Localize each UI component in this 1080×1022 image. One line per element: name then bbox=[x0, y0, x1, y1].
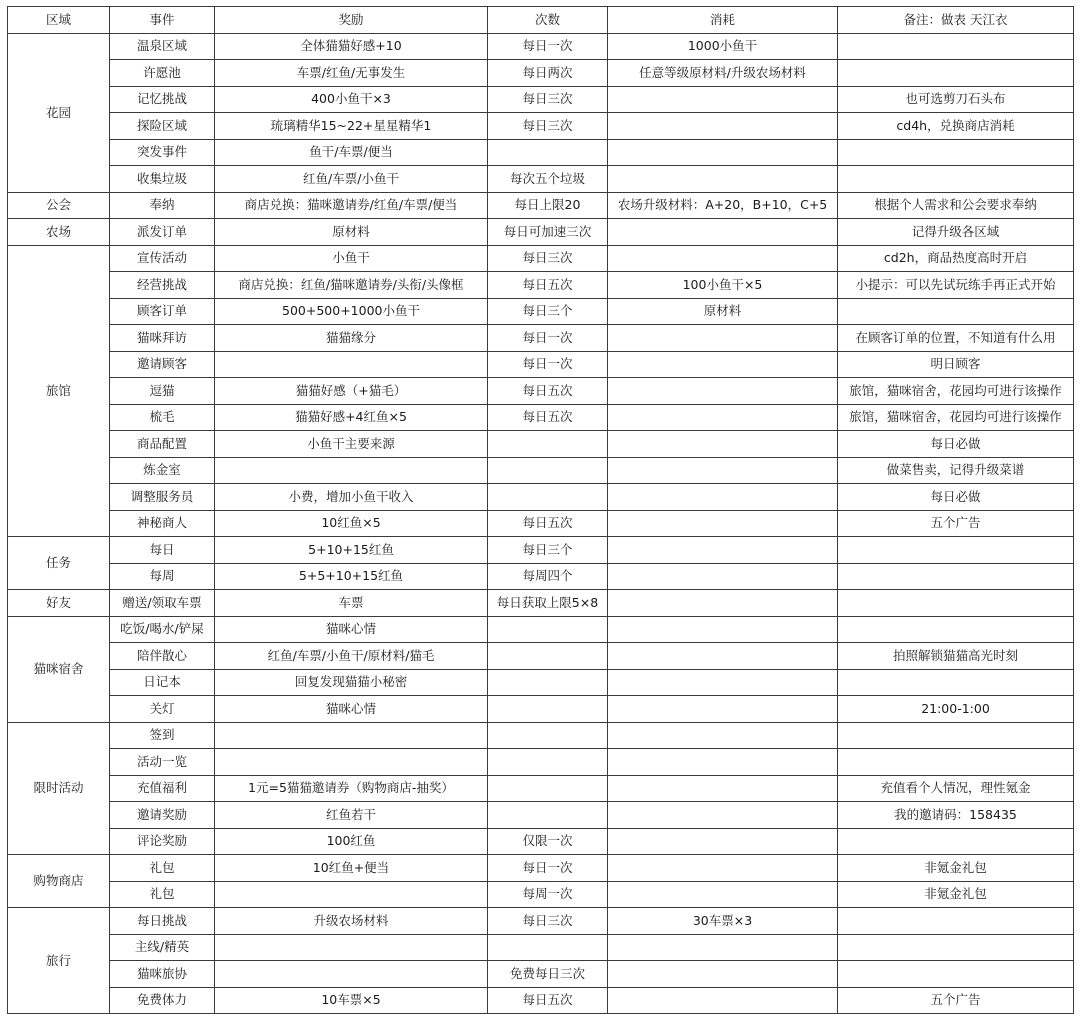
reward-cell: 猫咪心情 bbox=[215, 616, 488, 643]
count-cell: 免费每日三次 bbox=[488, 961, 608, 988]
note-cell bbox=[838, 563, 1074, 590]
reward-cell bbox=[215, 961, 488, 988]
count-cell: 每日一次 bbox=[488, 855, 608, 882]
note-cell: 旅馆，猫咪宿舍，花园均可进行该操作 bbox=[838, 404, 1074, 431]
count-cell: 每日三次 bbox=[488, 86, 608, 113]
area-cell: 任务 bbox=[8, 537, 110, 590]
event-cell: 评论奖励 bbox=[110, 828, 215, 855]
reward-cell: 小鱼干主要来源 bbox=[215, 431, 488, 458]
count-cell bbox=[488, 696, 608, 723]
cost-cell bbox=[608, 669, 838, 696]
event-cell: 吃饭/喝水/铲屎 bbox=[110, 616, 215, 643]
header-note: 备注：做表 天江衣 bbox=[838, 7, 1074, 34]
event-cell: 神秘商人 bbox=[110, 510, 215, 537]
table-row bbox=[8, 775, 1074, 802]
cost-cell bbox=[608, 696, 838, 723]
reward-cell: 红鱼若干 bbox=[215, 802, 488, 829]
reward-cell: 车票 bbox=[215, 590, 488, 617]
count-cell bbox=[488, 643, 608, 670]
note-cell bbox=[838, 669, 1074, 696]
event-cell: 商品配置 bbox=[110, 431, 215, 458]
area-cell: 农场 bbox=[8, 219, 110, 246]
cost-cell: 1000小鱼干 bbox=[608, 33, 838, 60]
count-cell bbox=[488, 616, 608, 643]
reward-cell: 红鱼/车票/小鱼干 bbox=[215, 166, 488, 193]
event-cell: 许愿池 bbox=[110, 60, 215, 87]
table-row bbox=[8, 351, 1074, 378]
reward-cell: 5+10+15红鱼 bbox=[215, 537, 488, 564]
count-cell: 每日一次 bbox=[488, 351, 608, 378]
count-cell bbox=[488, 802, 608, 829]
cost-cell bbox=[608, 431, 838, 458]
table-row bbox=[8, 166, 1074, 193]
table-row bbox=[8, 855, 1074, 882]
event-cell: 主线/精英 bbox=[110, 934, 215, 961]
note-cell: 我的邀请码：158435 bbox=[838, 802, 1074, 829]
reward-cell: 琉璃精华15~22+星星精华1 bbox=[215, 113, 488, 140]
count-cell bbox=[488, 484, 608, 511]
event-cell: 收集垃圾 bbox=[110, 166, 215, 193]
area-cell: 公会 bbox=[8, 192, 110, 219]
count-cell bbox=[488, 775, 608, 802]
reward-cell bbox=[215, 457, 488, 484]
cost-cell bbox=[608, 828, 838, 855]
table-row bbox=[8, 987, 1074, 1014]
table-row bbox=[8, 616, 1074, 643]
area-cell: 好友 bbox=[8, 590, 110, 617]
note-cell: 小提示：可以先试玩练手再正式开始 bbox=[838, 272, 1074, 299]
header-area: 区域 bbox=[8, 7, 110, 34]
count-cell bbox=[488, 669, 608, 696]
note-cell bbox=[838, 139, 1074, 166]
cost-cell bbox=[608, 563, 838, 590]
count-cell: 每日三个 bbox=[488, 537, 608, 564]
cost-cell bbox=[608, 404, 838, 431]
cost-cell: 100小鱼干×5 bbox=[608, 272, 838, 299]
daily-guide-table bbox=[7, 6, 1074, 1014]
area-cell: 猫咪宿舍 bbox=[8, 616, 110, 722]
cost-cell bbox=[608, 881, 838, 908]
cost-cell bbox=[608, 166, 838, 193]
count-cell bbox=[488, 457, 608, 484]
count-cell bbox=[488, 139, 608, 166]
event-cell: 邀请顾客 bbox=[110, 351, 215, 378]
reward-cell: 10红鱼×5 bbox=[215, 510, 488, 537]
note-cell: 非氪金礼包 bbox=[838, 881, 1074, 908]
table-row bbox=[8, 934, 1074, 961]
reward-cell: 猫猫好感+4红鱼×5 bbox=[215, 404, 488, 431]
cost-cell bbox=[608, 775, 838, 802]
count-cell: 每次五个垃圾 bbox=[488, 166, 608, 193]
table-body bbox=[8, 33, 1074, 1014]
cost-cell: 原材料 bbox=[608, 298, 838, 325]
event-cell: 礼包 bbox=[110, 881, 215, 908]
cost-cell: 农场升级材料：A+20，B+10，C+5 bbox=[608, 192, 838, 219]
event-cell: 梳毛 bbox=[110, 404, 215, 431]
note-cell bbox=[838, 60, 1074, 87]
event-cell: 宣传活动 bbox=[110, 245, 215, 272]
note-cell: 非氪金礼包 bbox=[838, 855, 1074, 882]
count-cell: 每日五次 bbox=[488, 378, 608, 405]
table-row bbox=[8, 245, 1074, 272]
note-cell bbox=[838, 590, 1074, 617]
cost-cell bbox=[608, 86, 838, 113]
table-row bbox=[8, 86, 1074, 113]
reward-cell: 猫咪心情 bbox=[215, 696, 488, 723]
table-row bbox=[8, 457, 1074, 484]
event-cell: 温泉区域 bbox=[110, 33, 215, 60]
note-cell: 每日必做 bbox=[838, 431, 1074, 458]
cost-cell bbox=[608, 219, 838, 246]
count-cell: 每周一次 bbox=[488, 881, 608, 908]
header-count: 次数 bbox=[488, 7, 608, 34]
area-cell: 限时活动 bbox=[8, 722, 110, 855]
table-row bbox=[8, 272, 1074, 299]
note-cell: cd2h，商品热度高时开启 bbox=[838, 245, 1074, 272]
cost-cell bbox=[608, 722, 838, 749]
event-cell: 探险区域 bbox=[110, 113, 215, 140]
count-cell: 每日一次 bbox=[488, 325, 608, 352]
event-cell: 陪伴散心 bbox=[110, 643, 215, 670]
event-cell: 逗猫 bbox=[110, 378, 215, 405]
event-cell: 赠送/领取车票 bbox=[110, 590, 215, 617]
note-cell bbox=[838, 537, 1074, 564]
note-cell bbox=[838, 33, 1074, 60]
note-cell: 在顾客订单的位置，不知道有什么用 bbox=[838, 325, 1074, 352]
table-row bbox=[8, 192, 1074, 219]
cost-cell bbox=[608, 378, 838, 405]
cost-cell bbox=[608, 643, 838, 670]
reward-cell bbox=[215, 934, 488, 961]
event-cell: 每日挑战 bbox=[110, 908, 215, 935]
note-cell: 充值看个人情况，理性氪金 bbox=[838, 775, 1074, 802]
event-cell: 猫咪拜访 bbox=[110, 325, 215, 352]
table-row bbox=[8, 643, 1074, 670]
count-cell: 每日一次 bbox=[488, 33, 608, 60]
cost-cell bbox=[608, 351, 838, 378]
event-cell: 经营挑战 bbox=[110, 272, 215, 299]
table-row bbox=[8, 961, 1074, 988]
note-cell bbox=[838, 828, 1074, 855]
cost-cell bbox=[608, 590, 838, 617]
cost-cell bbox=[608, 987, 838, 1014]
reward-cell: 车票/红鱼/无事发生 bbox=[215, 60, 488, 87]
table-row bbox=[8, 696, 1074, 723]
note-cell: 每日必做 bbox=[838, 484, 1074, 511]
event-cell: 记忆挑战 bbox=[110, 86, 215, 113]
reward-cell bbox=[215, 722, 488, 749]
cost-cell bbox=[608, 802, 838, 829]
event-cell: 免费体力 bbox=[110, 987, 215, 1014]
cost-cell bbox=[608, 457, 838, 484]
table-row bbox=[8, 298, 1074, 325]
count-cell: 每日五次 bbox=[488, 272, 608, 299]
count-cell bbox=[488, 722, 608, 749]
note-cell: 做菜售卖，记得升级菜谱 bbox=[838, 457, 1074, 484]
note-cell bbox=[838, 722, 1074, 749]
area-cell: 旅行 bbox=[8, 908, 110, 1014]
table-row bbox=[8, 749, 1074, 776]
reward-cell: 500+500+1000小鱼干 bbox=[215, 298, 488, 325]
table-row bbox=[8, 33, 1074, 60]
reward-cell: 升级农场材料 bbox=[215, 908, 488, 935]
count-cell: 每日三次 bbox=[488, 113, 608, 140]
count-cell: 每日五次 bbox=[488, 404, 608, 431]
cost-cell bbox=[608, 855, 838, 882]
header-row bbox=[8, 7, 1074, 34]
cost-cell bbox=[608, 961, 838, 988]
event-cell: 炼金室 bbox=[110, 457, 215, 484]
reward-cell: 10红鱼+便当 bbox=[215, 855, 488, 882]
schedule-sheet bbox=[7, 6, 1073, 1014]
note-cell: 也可选剪刀石头布 bbox=[838, 86, 1074, 113]
table-row bbox=[8, 484, 1074, 511]
reward-cell: 小费，增加小鱼干收入 bbox=[215, 484, 488, 511]
table-row bbox=[8, 908, 1074, 935]
count-cell: 每日上限20 bbox=[488, 192, 608, 219]
note-cell: 21:00-1:00 bbox=[838, 696, 1074, 723]
table-row bbox=[8, 431, 1074, 458]
event-cell: 奉纳 bbox=[110, 192, 215, 219]
reward-cell: 1元=5猫猫邀请券（购物商店-抽奖） bbox=[215, 775, 488, 802]
table-row bbox=[8, 510, 1074, 537]
reward-cell: 全体猫猫好感+10 bbox=[215, 33, 488, 60]
count-cell: 每日三次 bbox=[488, 908, 608, 935]
event-cell: 突发事件 bbox=[110, 139, 215, 166]
reward-cell bbox=[215, 749, 488, 776]
area-cell: 花园 bbox=[8, 33, 110, 192]
note-cell: 五个广告 bbox=[838, 987, 1074, 1014]
table-row bbox=[8, 219, 1074, 246]
header-cost: 消耗 bbox=[608, 7, 838, 34]
note-cell bbox=[838, 749, 1074, 776]
cost-cell: 30车票×3 bbox=[608, 908, 838, 935]
note-cell: cd4h，兑换商店消耗 bbox=[838, 113, 1074, 140]
table-row bbox=[8, 60, 1074, 87]
table-row bbox=[8, 722, 1074, 749]
cost-cell bbox=[608, 113, 838, 140]
cost-cell bbox=[608, 325, 838, 352]
table-row bbox=[8, 802, 1074, 829]
cost-cell bbox=[608, 934, 838, 961]
reward-cell: 5+5+10+15红鱼 bbox=[215, 563, 488, 590]
count-cell: 每日两次 bbox=[488, 60, 608, 87]
table-row bbox=[8, 828, 1074, 855]
header-reward: 奖励 bbox=[215, 7, 488, 34]
table-row bbox=[8, 113, 1074, 140]
event-cell: 活动一览 bbox=[110, 749, 215, 776]
table-row bbox=[8, 669, 1074, 696]
reward-cell: 10车票×5 bbox=[215, 987, 488, 1014]
event-cell: 邀请奖励 bbox=[110, 802, 215, 829]
note-cell: 明日顾客 bbox=[838, 351, 1074, 378]
header-event: 事件 bbox=[110, 7, 215, 34]
reward-cell: 猫猫缘分 bbox=[215, 325, 488, 352]
event-cell: 充值福利 bbox=[110, 775, 215, 802]
note-cell: 五个广告 bbox=[838, 510, 1074, 537]
cost-cell bbox=[608, 510, 838, 537]
reward-cell: 100红鱼 bbox=[215, 828, 488, 855]
note-cell: 旅馆，猫咪宿舍，花园均可进行该操作 bbox=[838, 378, 1074, 405]
note-cell bbox=[838, 908, 1074, 935]
table-row bbox=[8, 404, 1074, 431]
count-cell: 每日五次 bbox=[488, 510, 608, 537]
count-cell: 仅限一次 bbox=[488, 828, 608, 855]
count-cell: 每日三个 bbox=[488, 298, 608, 325]
count-cell: 每日三次 bbox=[488, 245, 608, 272]
count-cell: 每日获取上限5×8 bbox=[488, 590, 608, 617]
count-cell bbox=[488, 934, 608, 961]
note-cell bbox=[838, 616, 1074, 643]
table-row bbox=[8, 537, 1074, 564]
reward-cell: 猫猫好感（+猫毛） bbox=[215, 378, 488, 405]
table-row bbox=[8, 378, 1074, 405]
reward-cell bbox=[215, 881, 488, 908]
cost-cell bbox=[608, 616, 838, 643]
event-cell: 签到 bbox=[110, 722, 215, 749]
cost-cell bbox=[608, 537, 838, 564]
note-cell bbox=[838, 934, 1074, 961]
count-cell bbox=[488, 749, 608, 776]
event-cell: 猫咪旅协 bbox=[110, 961, 215, 988]
reward-cell: 鱼干/车票/便当 bbox=[215, 139, 488, 166]
cost-cell bbox=[608, 484, 838, 511]
table-row bbox=[8, 563, 1074, 590]
event-cell: 关灯 bbox=[110, 696, 215, 723]
cost-cell bbox=[608, 245, 838, 272]
note-cell: 拍照解锁猫猫高光时刻 bbox=[838, 643, 1074, 670]
event-cell: 日记本 bbox=[110, 669, 215, 696]
reward-cell: 红鱼/车票/小鱼干/原材料/猫毛 bbox=[215, 643, 488, 670]
event-cell: 每日 bbox=[110, 537, 215, 564]
event-cell: 调整服务员 bbox=[110, 484, 215, 511]
reward-cell bbox=[215, 351, 488, 378]
area-cell: 旅馆 bbox=[8, 245, 110, 537]
note-cell bbox=[838, 961, 1074, 988]
event-cell: 礼包 bbox=[110, 855, 215, 882]
count-cell: 每周四个 bbox=[488, 563, 608, 590]
reward-cell: 小鱼干 bbox=[215, 245, 488, 272]
reward-cell: 400小鱼干×3 bbox=[215, 86, 488, 113]
table-row bbox=[8, 590, 1074, 617]
count-cell: 每日五次 bbox=[488, 987, 608, 1014]
reward-cell: 商店兑换：猫咪邀请券/红鱼/车票/便当 bbox=[215, 192, 488, 219]
note-cell bbox=[838, 166, 1074, 193]
reward-cell: 商店兑换：红鱼/猫咪邀请券/头衔/头像框 bbox=[215, 272, 488, 299]
event-cell: 派发订单 bbox=[110, 219, 215, 246]
event-cell: 顾客订单 bbox=[110, 298, 215, 325]
note-cell: 根据个人需求和公会要求奉纳 bbox=[838, 192, 1074, 219]
reward-cell: 回复发现猫猫小秘密 bbox=[215, 669, 488, 696]
cost-cell: 任意等级原材料/升级农场材料 bbox=[608, 60, 838, 87]
note-cell: 记得升级各区域 bbox=[838, 219, 1074, 246]
area-cell: 购物商店 bbox=[8, 855, 110, 908]
table-row bbox=[8, 881, 1074, 908]
table-row bbox=[8, 139, 1074, 166]
table-row bbox=[8, 325, 1074, 352]
reward-cell: 原材料 bbox=[215, 219, 488, 246]
event-cell: 每周 bbox=[110, 563, 215, 590]
count-cell: 每日可加速三次 bbox=[488, 219, 608, 246]
cost-cell bbox=[608, 749, 838, 776]
note-cell bbox=[838, 298, 1074, 325]
count-cell bbox=[488, 431, 608, 458]
cost-cell bbox=[608, 139, 838, 166]
